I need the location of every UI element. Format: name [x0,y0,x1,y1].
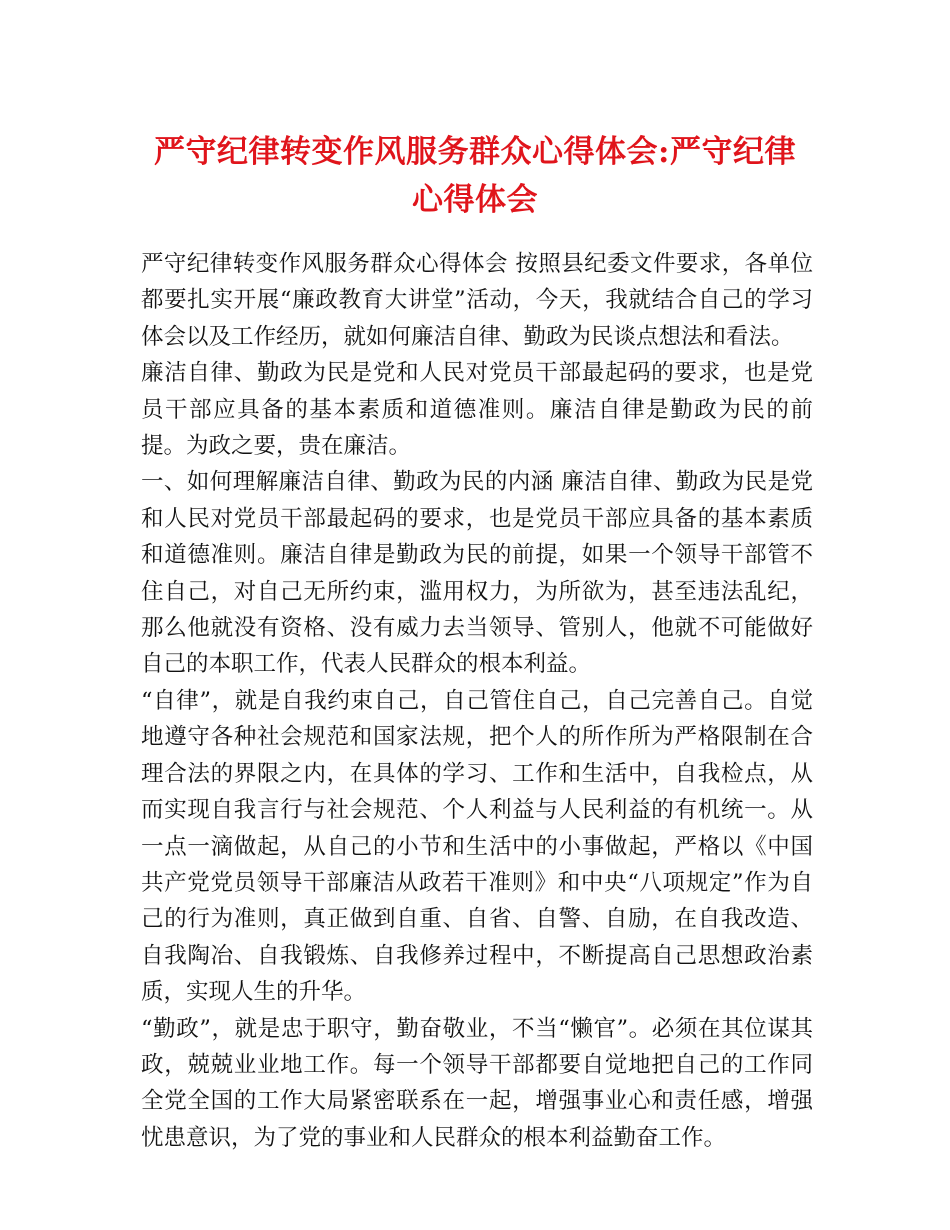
paragraph-intro: 严守纪律转变作风服务群众心得体会 按照县纪委文件要求，各单位都要扎实开展“廉政教育大讲堂”活动，今天，我就结合自己的学习体会以及工作经历，就如何廉洁自律、勤政为民谈点想法和看法。 [141,251,813,350]
paragraph-self-discipline: “自律”，就是自我约束自己，自己管住自己，自己完善自己。自觉地遵守各种社会规范和国家法规，把个人的所作所为严格限制在合理合法的界限之内，在具体的学习、工作和生活中，自我检点，从而实现自我言行与社会规范、个人利益与人民利益的有机统一。从一点一滴做起，从自己的小节和生活中的小事做起，严格以《中国共产党党员领导干部廉洁从政若干准则》和中央“八项规定”作为自己的行为准则，真正做到自重、自省、自警、自励，在自我改造、自我陶冶、自我锻炼、自我修养过程中，不断提高自己思想政治素质，实现人生的升华。 [141,687,813,1006]
paragraph-section-one: 一、如何理解廉洁自律、勤政为民的内涵 廉洁自律、勤政为民是党和人民对党员干部最起码的要求，也是党员干部应具备的基本素质和道德准则。廉洁自律是勤政为民的前提，如果一个领导干部管不住自己，对自己无所约束，滥用权力，为所欲为，甚至违法乱纪，那么他就没有资格、没有威力去当领导、管别人，他就不可能做好自己的本职工作，代表人民群众的根本利益。 [141,469,813,678]
paragraph-requirement: 廉洁自律、勤政为民是党和人民对党员干部最起码的要求，也是党员干部应具备的基本素质和道德准则。廉洁自律是勤政为民的前提。为政之要，贵在廉洁。 [141,360,813,460]
document-title: 严守纪律转变作风服务群众心得体会:严守纪律心得体会 [154,134,796,218]
paragraph-diligence: “勤政”，就是忠于职守，勤奋敬业，不当“懒官”。必须在其位谋其政，兢兢业业地工作。每一个领导干部都要自觉地把自己的工作同全党全国的工作大局紧密联系在一起，增强事业心和责任感，增强忧患意识，为了党的事业和人民群众的根本利益勤奋工作。 [141,1015,813,1151]
document-body [141,246,813,1156]
